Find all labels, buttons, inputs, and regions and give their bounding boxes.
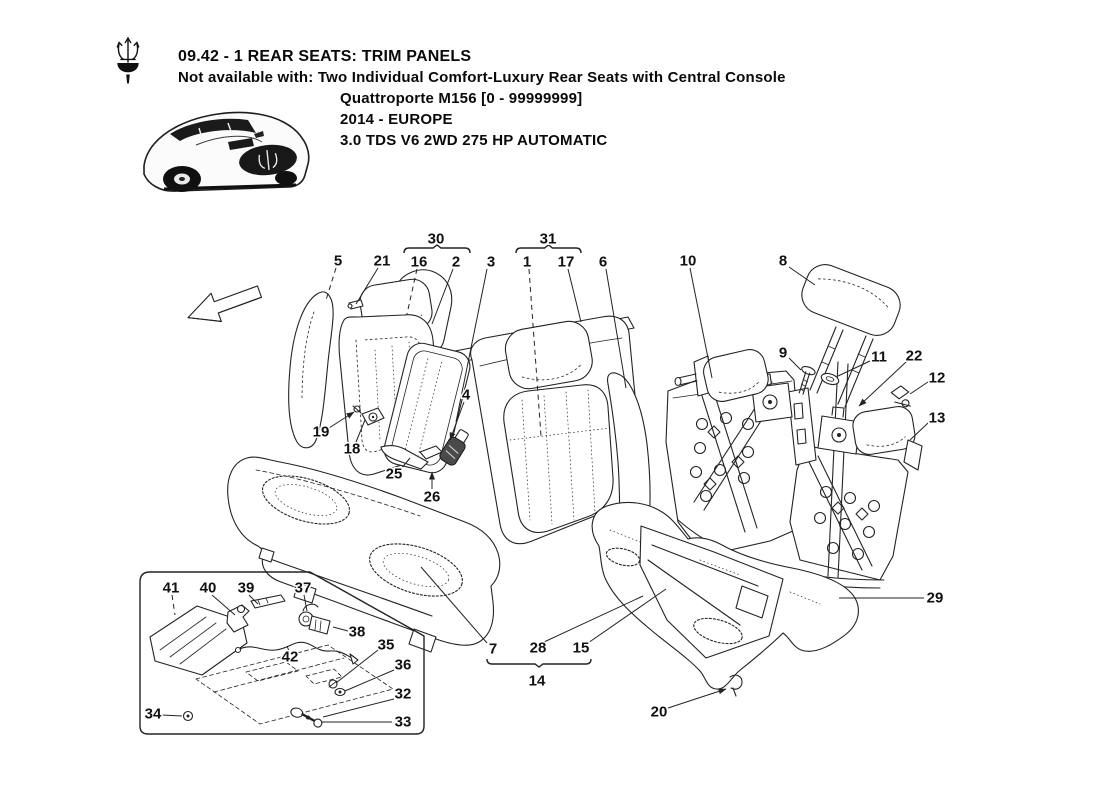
callout-label-9: 9 (778, 344, 788, 362)
callout-label-20: 20 (650, 703, 668, 721)
model-name: Quattroporte M156 [0 - 99999999] (340, 90, 583, 107)
callout-label-7: 7 (488, 640, 498, 658)
callout-label-10: 10 (679, 252, 697, 270)
callout-label-5: 5 (333, 252, 343, 270)
view-direction-arrow (183, 278, 265, 332)
leader-line-41 (172, 595, 175, 615)
drawing-title: REAR SEATS: TRIM PANELS (247, 48, 472, 65)
market-year: 2014 - EUROPE (340, 111, 453, 128)
callout-label-16: 16 (410, 253, 428, 271)
callout-label-21: 21 (373, 252, 391, 270)
callout-label-25: 25 (385, 465, 403, 483)
leader-line-32 (323, 699, 394, 717)
leader-line-9 (789, 358, 801, 370)
callout-label-4: 4 (461, 386, 471, 404)
callout-label-41: 41 (162, 579, 180, 597)
callout-label-18: 18 (343, 440, 361, 458)
group-bracket-14 (487, 659, 591, 667)
callout-label-1: 1 (522, 253, 532, 271)
callout-label-33: 33 (394, 713, 412, 731)
leader-line-34 (162, 715, 182, 716)
callout-label-22: 22 (905, 347, 923, 365)
callout-label-3: 3 (486, 253, 496, 271)
callout-label-19: 19 (312, 423, 330, 441)
callout-label-42: 42 (281, 648, 299, 666)
drawing-code: 09.42 - 1 (178, 48, 243, 65)
callout-label-12: 12 (928, 369, 946, 387)
leader-line-38 (333, 627, 348, 631)
callout-label-6: 6 (598, 253, 608, 271)
leader-line-12 (910, 382, 928, 394)
callout-label-32: 32 (394, 685, 412, 703)
callout-label-28: 28 (529, 639, 547, 657)
leader-line-36 (345, 670, 394, 691)
leader-line-11 (838, 361, 870, 376)
callout-label-8: 8 (778, 252, 788, 270)
callout-label-29: 29 (926, 589, 944, 607)
callout-label-15: 15 (572, 639, 590, 657)
callout-label-34: 34 (144, 705, 162, 723)
callout-label-39: 39 (237, 579, 255, 597)
callout-label-36: 36 (394, 656, 412, 674)
leader-line-5 (326, 268, 336, 300)
callout-label-13: 13 (928, 409, 946, 427)
callout-label-37: 37 (294, 579, 312, 597)
engine-spec: 3.0 TDS V6 2WD 275 HP AUTOMATIC (340, 132, 608, 149)
callout-label-2: 2 (451, 253, 461, 271)
leader-line-22 (859, 362, 906, 406)
leader-line-20 (668, 689, 726, 708)
callout-label-14: 14 (528, 672, 546, 690)
callout-label-17: 17 (557, 253, 575, 271)
callout-label-11: 11 (871, 348, 887, 366)
callout-label-40: 40 (199, 579, 217, 597)
leader-line-28 (544, 596, 643, 642)
callout-label-31: 31 (539, 230, 557, 248)
callout-label-35: 35 (377, 636, 395, 654)
callout-label-38: 38 (348, 623, 366, 641)
drawing-subtitle: Not available with: Two Individual Comfort-Luxury Rear Seats with Central Console (178, 69, 786, 86)
callout-label-30: 30 (427, 230, 445, 248)
callout-label-26: 26 (423, 488, 441, 506)
leader-line-17 (568, 269, 581, 322)
